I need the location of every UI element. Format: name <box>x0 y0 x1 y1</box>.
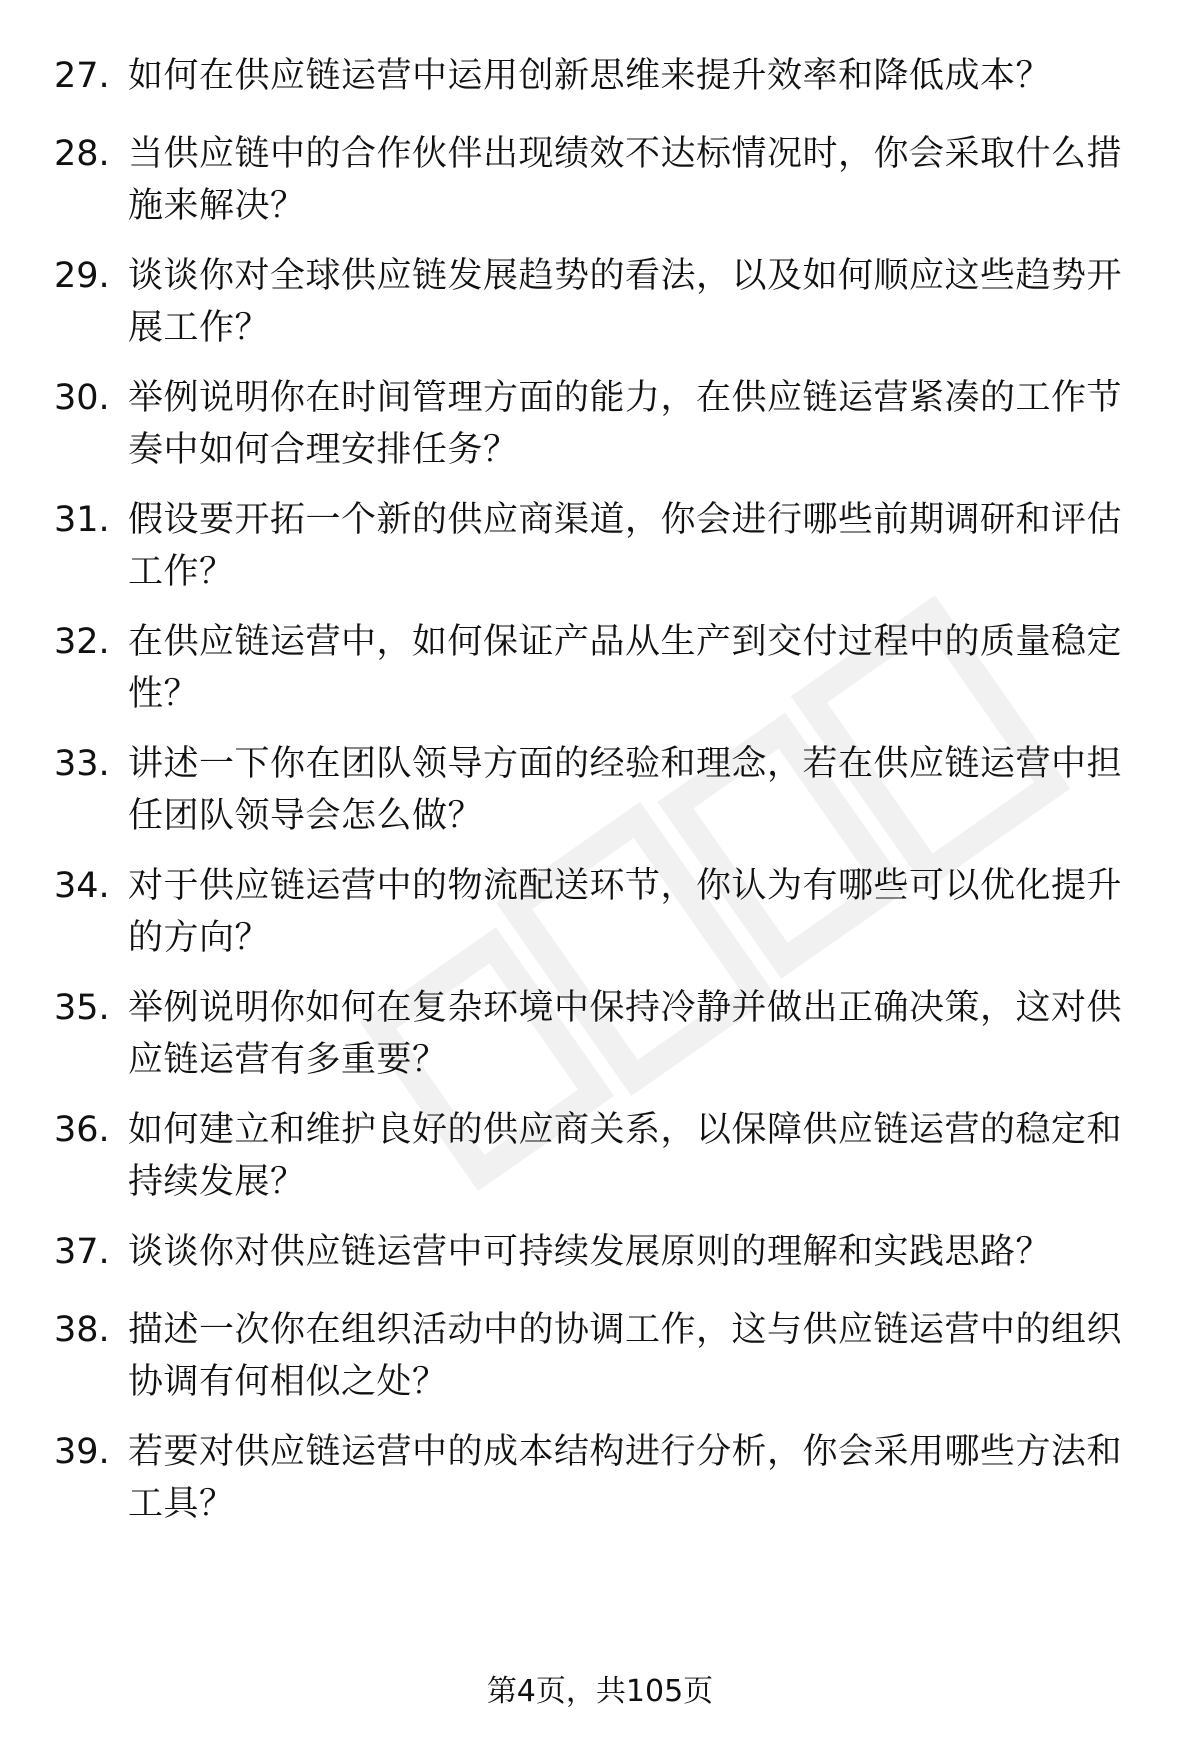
question-number: 34. <box>54 866 110 906</box>
page-number: 第4页，共105页 <box>486 1674 714 1709</box>
question-text: 如何在供应链运营中运用创新思维来提升效率和降低成本？ <box>128 56 1052 96</box>
question-number: 36. <box>54 1110 110 1150</box>
question-text: 当供应链中的合作伙伴出现绩效不达标情况时，你会采取什么措施来解决？ <box>128 134 1123 226</box>
question-number: 30. <box>54 378 110 418</box>
question-text: 谈谈你对供应链运营中可持续发展原则的理解和实践思路？ <box>128 1232 1052 1272</box>
question-text: 若要对供应链运营中的成本结构进行分析，你会采用哪些方法和工具？ <box>128 1432 1123 1524</box>
question-text: 如何建立和维护良好的供应商关系，以保障供应链运营的稳定和持续发展？ <box>128 1110 1123 1202</box>
question-number: 35. <box>54 988 110 1028</box>
question-number: 39. <box>54 1432 110 1472</box>
question-number: 28. <box>54 134 110 174</box>
question-text: 讲述一下你在团队领导方面的经验和理念，若在供应链运营中担任团队领导会怎么做？ <box>128 744 1123 836</box>
question-number: 32. <box>54 622 110 662</box>
question-text: 描述一次你在组织活动中的协调工作，这与供应链运营中的组织协调有何相似之处？ <box>128 1310 1123 1402</box>
question-number: 33. <box>54 744 110 784</box>
question-number: 27. <box>54 56 110 96</box>
question-text: 举例说明你在时间管理方面的能力，在供应链运营紧凑的工作节奏中如何合理安排任务？ <box>128 378 1123 470</box>
question-number: 37. <box>54 1232 110 1272</box>
question-number: 31. <box>54 500 110 540</box>
question-text: 假设要开拓一个新的供应商渠道，你会进行哪些前期调研和评估工作？ <box>128 500 1123 592</box>
question-text: 举例说明你如何在复杂环境中保持冷静并做出正确决策，这对供应链运营有多重要？ <box>128 988 1123 1080</box>
question-text: 在供应链运营中，如何保证产品从生产到交付过程中的质量稳定性？ <box>128 622 1123 714</box>
question-text: 对于供应链运营中的物流配送环节，你认为有哪些可以优化提升的方向？ <box>128 866 1123 958</box>
question-number: 38. <box>54 1310 110 1350</box>
question-text: 谈谈你对全球供应链发展趋势的看法，以及如何顺应这些趋势开展工作？ <box>128 256 1123 348</box>
question-number: 29. <box>54 256 110 296</box>
